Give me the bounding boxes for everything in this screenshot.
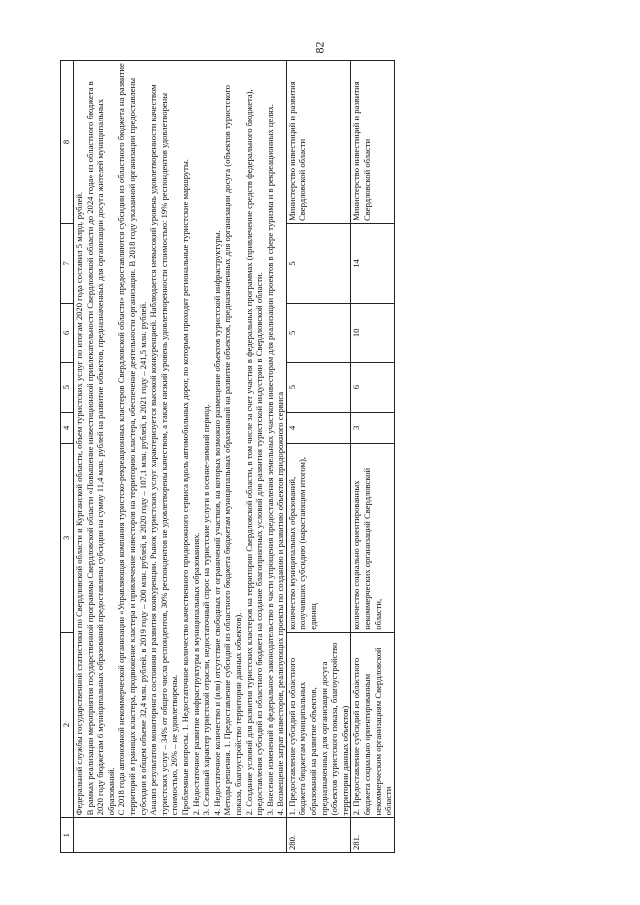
value-col6: 5 <box>286 303 351 362</box>
value-col4: 4 <box>286 412 351 444</box>
table-header-row <box>61 61 74 853</box>
value-col7: 14 <box>351 223 394 303</box>
row-number: 280. <box>286 818 351 853</box>
table-row-281 <box>351 61 394 853</box>
col-header-4: 4 <box>61 412 74 444</box>
col-header-1: 1 <box>61 818 74 853</box>
indicator-cell: количество социально ориентированных некоммерческих организаций Свердловской области, <box>351 444 394 633</box>
col-header-5: 5 <box>61 362 74 412</box>
narrative-paragraph: 2. Недостаточное развитие инфраструктуры в муниципальных образованиях. <box>190 532 201 816</box>
narrative-paragraph: С 2018 года автономной некоммерческой организации «Управляющая компания туристско-рекреационных кластеров Свердловской области» предоставляются субсидии из областного бюджета на развитие территорий в границах кластера, продвижение кластера и привлечение инвесторов на территорию кластера, обеспечение деятельности организации. В 2018 году указанной организации предоставлены субсидии в общем объеме 32,4 млн. рублей, в 2019 году – 200 млн. рублей, в 2020 году – 107,1 млн. рублей, в 2021 году – 241,5 млн. рублей. <box>116 63 148 816</box>
value-col6: 10 <box>351 303 394 362</box>
measures-table <box>60 60 395 853</box>
value-col7: 5 <box>286 223 351 303</box>
responsible-cell: Министерство инвестиций и развития Свердловской области <box>286 61 351 224</box>
narrative-paragraph: Проблемные вопросы. 1. Недостаточное количество качественного придорожного сервиса вдоль автомобильных дорог, по которым проходят региональные туристские маршруты. <box>179 159 190 816</box>
col-header-8: 8 <box>61 61 74 224</box>
value-col5: 5 <box>286 362 351 412</box>
rotated-page-content <box>60 60 586 853</box>
row-number: 281. <box>351 818 394 853</box>
narrative-paragraph: Анализ результатов мониторинга состояния и развития конкуренции. Рынок туристских услуг характеризуется высокой конкуренцией. Наблюдается невысокий уровень удовлетворенности качеством туристских услуг – 34% от общего числа респондентов, 30% респондентов не удовлетворены качеством, а также низкий уровень удовлетворенности стоимостью: 19% респондентов удовлетворены стоимостью, 26% – не удовлетворены. <box>148 84 180 816</box>
value-col5: 6 <box>351 362 394 412</box>
narrative-paragraph: Методы решения. 1. Предоставление субсидий из областного бюджета бюджетам муниципальных образований на развитие объектов, предназначенных для организации досуга (объектов туристского показа, благоустройство территории данных объектов). <box>222 85 243 816</box>
col-header-2: 2 <box>61 632 74 818</box>
narrative-paragraph: 2. Создание условий для развития туристских кластеров на территории Свердловской области, в том числе за счет участия в федеральных программах (привлечение средств федерального бюджета), предоставления субсидий из областного бюджета на создание благоприятных условий для развития туристской индустрии в Свердловской области. <box>243 89 265 816</box>
measure-cell: 2. Предоставление субсидий из областного бюджета социально ориентированным некоммерческим организациям Свердловской области <box>351 632 394 818</box>
page-number: 82 <box>312 41 327 54</box>
indicator-cell: количество муниципальных образований, получивших субсидию (нарастающим итогом), единиц <box>286 444 351 633</box>
col-header-7: 7 <box>61 223 74 303</box>
table-row-280 <box>286 61 351 853</box>
measure-cell: 1. Предоставление субсидий из областного бюджета бюджетам муниципальных образований на развитие объектов, предназначенных для организации досуга (объектов туристского показа, благоустройство территории данных объектов) <box>286 632 351 818</box>
col-header-6: 6 <box>61 303 74 362</box>
narrative-cell <box>74 61 287 818</box>
value-col4: 3 <box>351 412 394 444</box>
col-header-3: 3 <box>61 444 74 633</box>
narrative-paragraph: 3. Сезонный характер туристской отрасли, недостаточный спрос на туристские услуги в осенне-зимний период. <box>201 404 212 816</box>
narrative-paragraph: 4. Недостаточное количество и (или) отсутствие свободных от ограничений участков, на которых возможно размещение объектов туристской инфраструктуры. <box>211 230 222 816</box>
narrative-row <box>74 61 287 853</box>
responsible-cell: Министерство инвестиций и развития Свердловской области <box>351 61 394 224</box>
narrative-empty-cell <box>74 818 287 853</box>
narrative-paragraph: Федеральной службы государственной статистики по Свердловской области и Курганской области, объем туристских услуг по итогам 2020 года составил 5 млрд. рублей. <box>74 191 84 816</box>
narrative-paragraph: 3. Внесение изменений в федеральное законодательство в части упрощения предоставления земельных участков инвесторам для реализации проектов в сфере туризма и в рекреационных целях. <box>264 103 275 816</box>
narrative-paragraph: 4. Возмещение затрат инвесторов, реализующих проекты по созданию и развитию объектов придорожного сервиса <box>275 391 286 816</box>
narrative-paragraph: В рамках реализации мероприятия государственной программы Свердловской области «Повышение инвестиционной привлекательности Свердловской области до 2024 года» из областного бюджета в 2020 году бюджетам 6 муниципальных образований предоставлены субсидии на сумму 11,4 млн. рублей на развитие объектов, предназначенных для организации досуга жителей муниципальных образований. <box>84 81 116 816</box>
